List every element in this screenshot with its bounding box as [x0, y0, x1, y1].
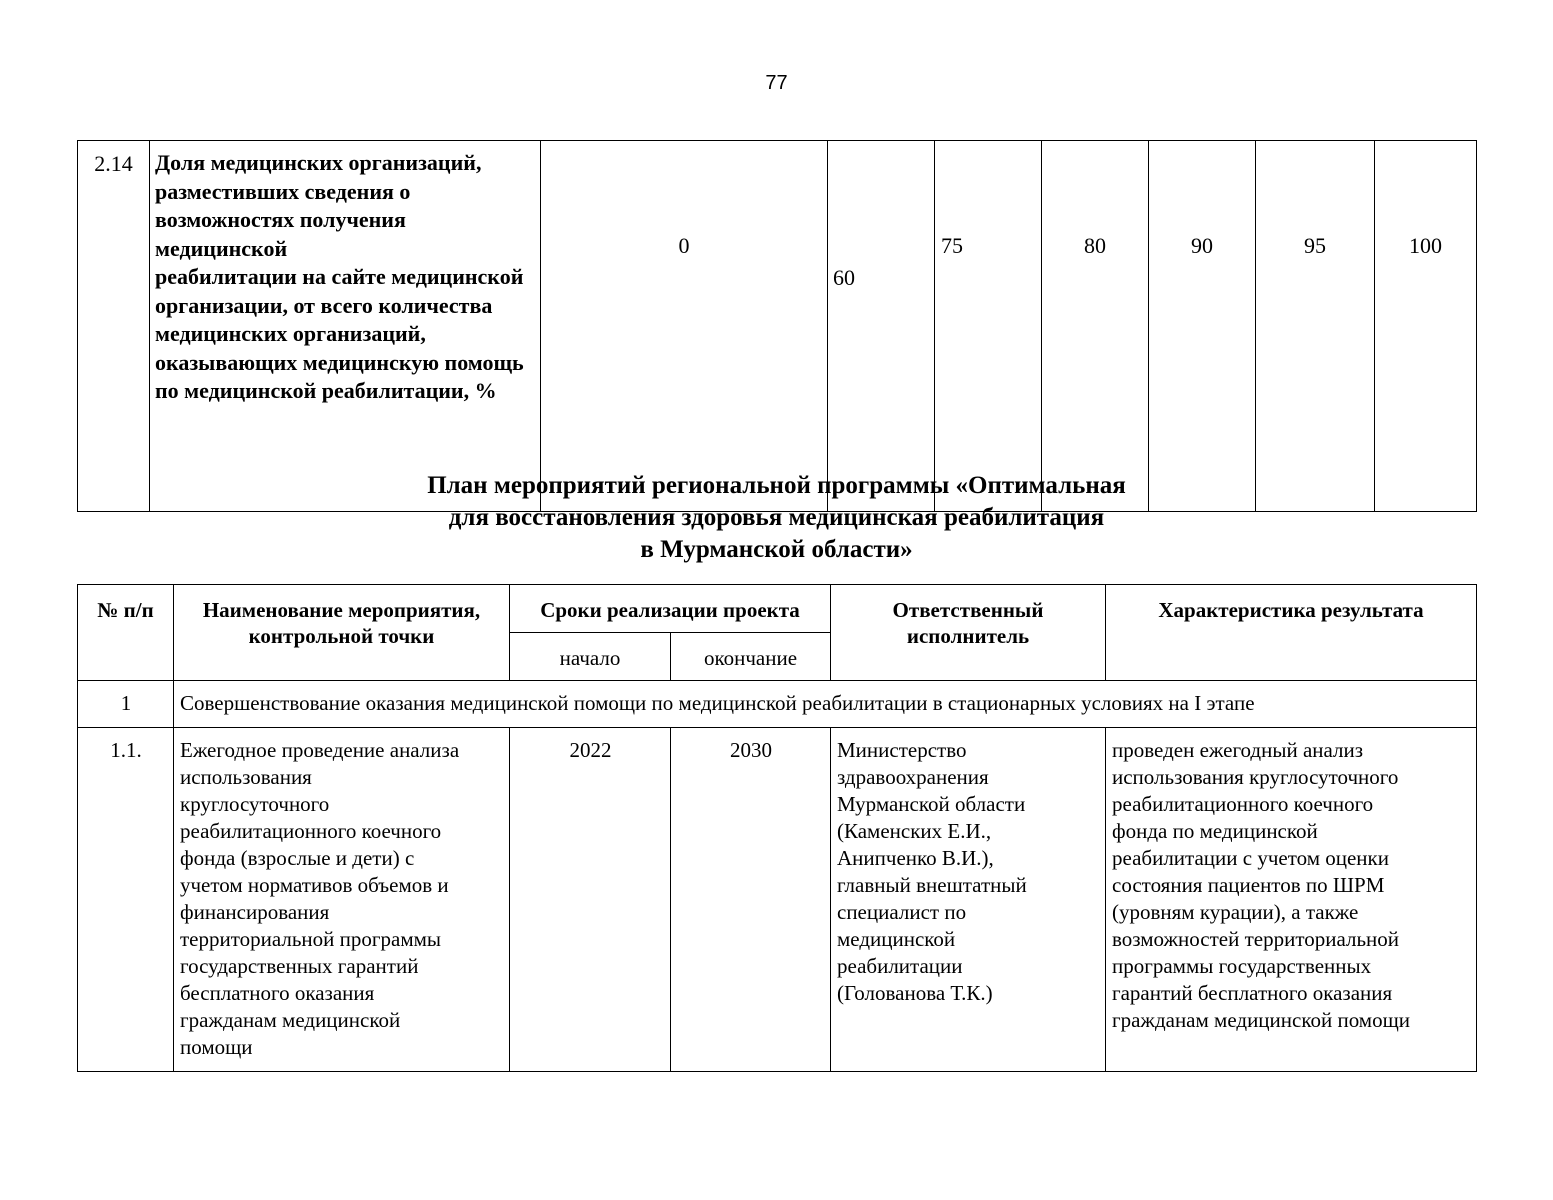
indicator-number: 2.14	[78, 141, 150, 512]
header-responsible-line: Ответственный	[892, 598, 1044, 622]
item-number: 1.1.	[78, 728, 174, 1072]
indicator-value: 95	[1256, 141, 1375, 512]
item-result-line: проведен ежегодный анализ	[1112, 738, 1364, 762]
plan-header-row	[78, 585, 1477, 633]
indicator-value: 80	[1042, 141, 1149, 512]
item-name-line: круглосуточного	[180, 792, 330, 816]
item-name-line: территориальной программы	[180, 927, 442, 951]
indicator-table	[77, 140, 1477, 512]
item-start: 2022	[510, 728, 671, 1072]
indicator-name-line: организации, от всего количества	[155, 292, 493, 318]
item-name-line: помощи	[180, 1035, 253, 1059]
indicator-name-line: медицинских организаций,	[155, 321, 426, 346]
header-responsible	[831, 585, 1106, 681]
indicator-name-line: разместивших сведения о	[155, 178, 411, 204]
item-responsible-line: Анипченко В.И.),	[837, 846, 994, 870]
item-result-line: гарантий бесплатного оказания	[1112, 981, 1393, 1005]
header-start: начало	[510, 633, 671, 681]
item-name-line: учетом нормативов объемов и	[180, 873, 449, 897]
indicator-value: 60	[828, 141, 935, 512]
header-name	[174, 585, 510, 681]
item-result-line: реабилитации с учетом оценки	[1112, 846, 1389, 870]
section-number: 1	[78, 681, 174, 728]
item-name-line: фонда (взрослые и дети) с	[180, 846, 415, 870]
item-name-line: бесплатного оказания	[180, 981, 375, 1005]
indicator-value: 75	[935, 141, 1042, 512]
section-row	[78, 681, 1477, 728]
plan-title	[0, 470, 1553, 566]
header-period: Сроки реализации проекта	[510, 585, 831, 633]
item-responsible-line: реабилитации	[837, 954, 963, 978]
header-num: № п/п	[78, 585, 174, 681]
item-name-line: государственных гарантий	[180, 954, 419, 978]
header-result: Характеристика результата	[1106, 585, 1477, 681]
header-responsible-line: исполнитель	[906, 624, 1030, 648]
item-responsible-line: специалист по	[837, 900, 967, 924]
item-responsible-line: главный внештатный	[837, 873, 1027, 897]
item-responsible-line: медицинской	[837, 927, 956, 951]
section-title: Совершенствование оказания медицинской помощи по медицинской реабилитации в стационарных условиях на I этапе	[174, 681, 1477, 728]
item-row	[78, 728, 1477, 1072]
header-name-line: контрольной точки	[248, 624, 435, 648]
indicator-name-line: реабилитации на сайте медицинской	[155, 264, 524, 289]
header-end: окончание	[671, 633, 831, 681]
item-responsible-line: Мурманской области	[837, 792, 1026, 816]
item-result-line: гражданам медицинской помощи	[1112, 1008, 1410, 1032]
indicator-value: 90	[1149, 141, 1256, 512]
indicator-value: 100	[1375, 141, 1477, 512]
header-name-line: Наименование мероприятия,	[202, 598, 481, 622]
item-result-line: возможностей территориальной	[1112, 927, 1400, 951]
item-responsible-line: (Каменских Е.И.,	[837, 819, 992, 843]
indicator-name-line: возможностях получения медицинской	[155, 207, 406, 261]
item-name-line: использования	[180, 765, 312, 789]
item-name-line: гражданам медицинской	[180, 1008, 401, 1032]
indicator-name-line: по медицинской реабилитации, %	[155, 378, 497, 403]
item-result-line: реабилитационного коечного	[1112, 792, 1374, 816]
item-name-line: реабилитационного коечного	[180, 819, 442, 843]
item-result-line: состояния пациентов по ШРМ	[1112, 873, 1385, 897]
plan-title-line: План мероприятий региональной программы «Оптимальная	[427, 472, 1126, 499]
page-number: 77	[765, 72, 788, 94]
item-result-line: использования круглосуточного	[1112, 765, 1399, 789]
plan-title-line: в Мурманской области»	[640, 536, 913, 563]
item-responsible-line: здравоохранения	[837, 765, 989, 789]
item-responsible-line: (Голованова Т.К.)	[837, 981, 993, 1005]
item-responsible-line: Министерство	[837, 738, 967, 762]
indicator-row	[78, 141, 1477, 512]
item-result-line: программы государственных	[1112, 954, 1372, 978]
item-result	[1106, 728, 1477, 1072]
item-end: 2030	[671, 728, 831, 1072]
indicator-base-value: 0	[541, 141, 828, 512]
plan-table	[77, 584, 1477, 1072]
indicator-name-line: Доля медицинских организаций,	[155, 150, 482, 175]
plan-title-line: для восстановления здоровья медицинская реабилитация	[448, 504, 1105, 531]
item-result-line: (уровням курации), а также	[1112, 900, 1359, 924]
item-name	[174, 728, 510, 1072]
indicator-name	[150, 141, 541, 512]
item-responsible	[831, 728, 1106, 1072]
item-name-line: Ежегодное проведение анализа	[180, 738, 460, 762]
item-name-line: финансирования	[180, 900, 330, 924]
indicator-name-line: оказывающих медицинскую помощь	[155, 349, 524, 375]
item-result-line: фонда по медицинской	[1112, 819, 1318, 843]
